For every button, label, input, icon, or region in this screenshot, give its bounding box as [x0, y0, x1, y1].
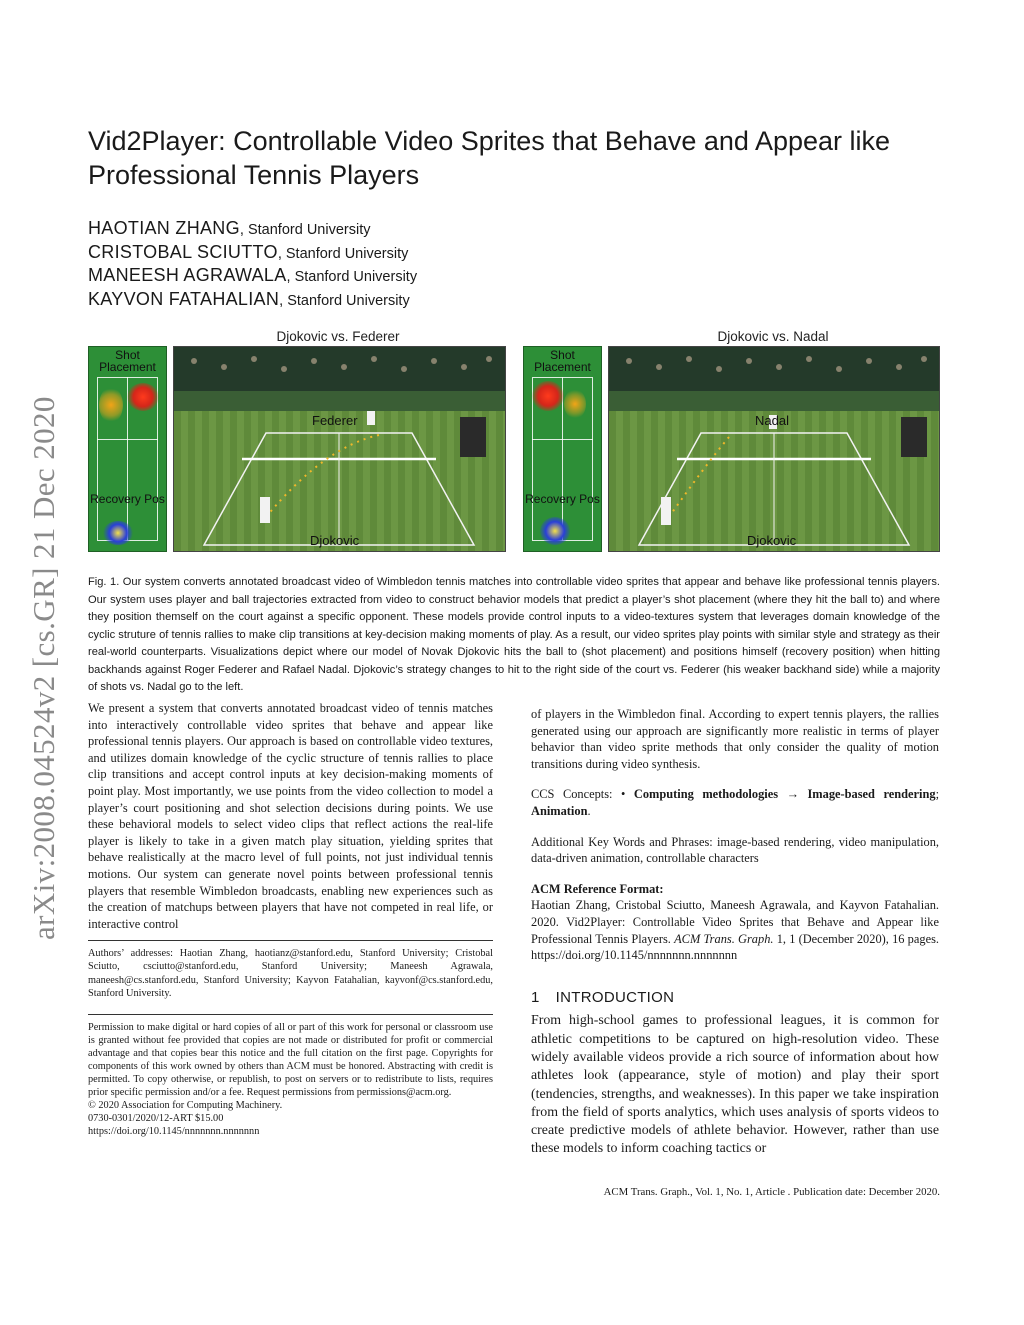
page-footer: ACM Trans. Graph., Vol. 1, No. 1, Article . Publication date: December 2020. [603, 1186, 940, 1198]
permission-rule [88, 1014, 493, 1015]
arxiv-identifier: arXiv:2008.04524v2 [cs.GR] 21 Dec 2020 [26, 396, 61, 940]
ccs-prefix: CCS Concepts: • [531, 787, 634, 802]
ccs-arrow: → [778, 787, 808, 802]
figure-caption: Fig. 1. Our system converts annotated broadcast video of Wimbledon tennis matches into controllable video sprites that appear and behave like professional tennis players. Our system uses player and ball trajectories extracted from video to construct behavior models that predict a player’s shot placement (where they hit the ball to) and where they position themself on the court against a specific opponent. These models provide control inputs to a video-textures system that leverages domain knowledge of the cyclic struture of tennis rallies to make clip transitions at key-decision making moments of play. As a result, our video sprites play points with similar style and strategy as their real-world counterparts. Visualizations depict where our model of Novak Djokovic hits the ball to (shot placement) and positions himself (recovery position) when hitting backhands against Roger Federer and Rafael Nadal. Djokovic’s strategy changes to hit to the right side of the court vs. Federer (his weaker backhand side) while a majority of shots vs. Nadal go to the left. [88, 576, 940, 693]
author-name: CRISTOBAL SCIUTTO [88, 241, 278, 262]
authors-addresses: Authors’ addresses: Haotian Zhang, haotianz@stanford.edu, Stanford University; Cristobal Sciutto, csciutto@stanford.edu, Stanford University; Maneesh Agrawala, maneesh@cs.stanford.edu, Stanford University; Kayvon Fatahalian, kayvonf@cs.stanford.edu, Stanford University. [88, 948, 493, 999]
right-column [531, 706, 939, 1159]
shot-heat-cluster [99, 387, 123, 423]
author-list [88, 218, 417, 312]
acm-reference-heading: ACM Reference Format: [531, 881, 664, 896]
far-player-label: Nadal [755, 413, 789, 428]
issn-line: 0730-0301/2020/12-ART $15.00 [88, 1113, 224, 1125]
permission-notice: Permission to make digital or hard copies of all or part of this work for personal or classroom use is granted without fee provided that copies are not made or distributed for profit or commercial advantage and that copies bear this notice and the full citation on the first page. Copyrights for components of this work owned by others than ACM must be honored. Abstracting with credit is permitted. To copy otherwise, or republish, to post on servers or to redistribute to lists, requires prior specific permission and/or a fee. Request permissions from permissions@acm.org. [88, 1021, 493, 1099]
broadcast-frame-left [173, 346, 506, 552]
author-name: MANEESH AGRAWALA [88, 265, 287, 285]
broadcast-frame-right [608, 346, 940, 552]
shot-heat-cluster [127, 383, 159, 411]
near-player-figure [260, 497, 270, 523]
ccs-separator: ; [935, 787, 940, 802]
left-column [88, 700, 493, 1139]
ccs-concept-computing: Computing methodologies [633, 787, 779, 802]
shot-heat-cluster [532, 381, 564, 411]
figure-left-title: Djokovic vs. Federer [276, 329, 400, 344]
recovery-position-label: Recovery Pos [90, 492, 165, 506]
near-player-label: Djokovic [747, 533, 797, 548]
ccs-concept-rendering: Image-based rendering [807, 787, 936, 802]
recovery-heat-cluster [540, 517, 570, 545]
acm-reference-tail: 1, 1 (December 2020), 16 pages. https://doi.org/10.1145/nnnnnnn.nnnnnnn [531, 931, 939, 963]
recovery-position-label: Recovery Pos [525, 492, 600, 506]
court-diagram-right [523, 346, 602, 552]
figure-right-title: Djokovic vs. Nadal [717, 329, 829, 344]
keywords: Additional Key Words and Phrases: image-based rendering, video manipulation, data-driven animation, controllable characters [531, 834, 939, 866]
ccs-concept-animation: Animation [531, 803, 588, 818]
author-affiliation: , Stanford University [239, 222, 371, 238]
ccs-concepts [531, 786, 939, 819]
section-heading [531, 990, 939, 1007]
shot-placement-label: Shot Placement [99, 348, 156, 374]
footnote-rule [88, 940, 493, 941]
ccs-end: . [587, 803, 591, 818]
acm-journal: ACM Trans. Graph. [674, 931, 774, 946]
author-name: KAYVON FATAHALIAN [88, 288, 280, 309]
shot-placement-label: Shot Placement [534, 348, 591, 374]
near-player-label: Djokovic [310, 533, 360, 548]
acm-reference [531, 897, 939, 963]
abstract-paragraph: We present a system that converts annotated broadcast video of tennis matches into interactively controllable video sprites that behave and appear like professional tennis players. Our approach is based on controllable video textures, and utilizes domain knowledge of the cyclic structure of tennis rallies to place clip transitions and accept control inputs at key decision-making moments of point play. Most importantly, we use points from the video collection to model a player’s court positioning and shot selection decisions during points. We use these behavioral models to select video clips that reflect actions the real-life player is likely to take in a given match play situation, yielding sprites that behave realistically at the macro level of full points, not just individual tennis motions. Our system can generate novel points between professional tennis players that resemble Wimbledon broadcasts, enabling new experiences such as the creation of matchups between players that have not competed in real life, or interactive control [88, 701, 493, 931]
author-affiliation: , Stanford University [277, 245, 409, 262]
tennis-court-illustration [609, 347, 939, 551]
shot-heat-cluster [564, 389, 586, 419]
paper-title: Vid2Player: Controllable Video Sprites that Behave and Appear like Professional Tennis Players [88, 126, 891, 190]
author-entry [88, 242, 417, 266]
author-affiliation: , Stanford University [286, 269, 418, 285]
section-number: 1 [531, 988, 540, 1006]
tennis-court-illustration [174, 347, 505, 551]
far-player-figure [367, 411, 375, 425]
intro-paragraph: From high-school games to professional leagues, it is common for athletic competitions to be captured on high-resolution video. These widely available videos provide a rich source of information about how athletes look (appearance, style of motion) and play their sport (tendencies, strengths, and weaknesses). In this paper we take inspiration from the field of sports analytics, which uses analysis of sports videos to create predictive models of athlete behavior. However, rather than use these models to inform coaching tactics or [531, 1013, 939, 1157]
section-title: INTRODUCTION [555, 988, 675, 1006]
author-affiliation: , Stanford University [279, 292, 410, 309]
doi-link[interactable]: https://doi.org/10.1145/nnnnnnn.nnnnnnn [88, 1126, 260, 1138]
acm-reference-text: Haotian Zhang, Cristobal Sciutto, Maneesh Agrawala, and Kayvon Fatahalian. 2020. Vid2Player: Controllable Video Sprites that Behave and Appear like Professional Tennis Players. [531, 898, 939, 946]
author-name: HAOTIAN ZHANG [88, 218, 240, 238]
near-player-figure [661, 497, 671, 525]
copyright-line: © 2020 Association for Computing Machinery. [88, 1100, 283, 1112]
author-entry [88, 265, 417, 289]
author-entry [88, 218, 417, 242]
court-diagram-left [88, 346, 167, 552]
author-entry [88, 289, 417, 313]
far-player-label: Federer [312, 413, 358, 428]
abstract-continued: of players in the Wimbledon final. According to expert tennis players, the rallies generated using our approach are significantly more realistic in terms of player behavior than video sprite methods that only consider the quality of motion transitions during video synthesis. [531, 707, 939, 771]
recovery-heat-cluster [103, 521, 133, 545]
